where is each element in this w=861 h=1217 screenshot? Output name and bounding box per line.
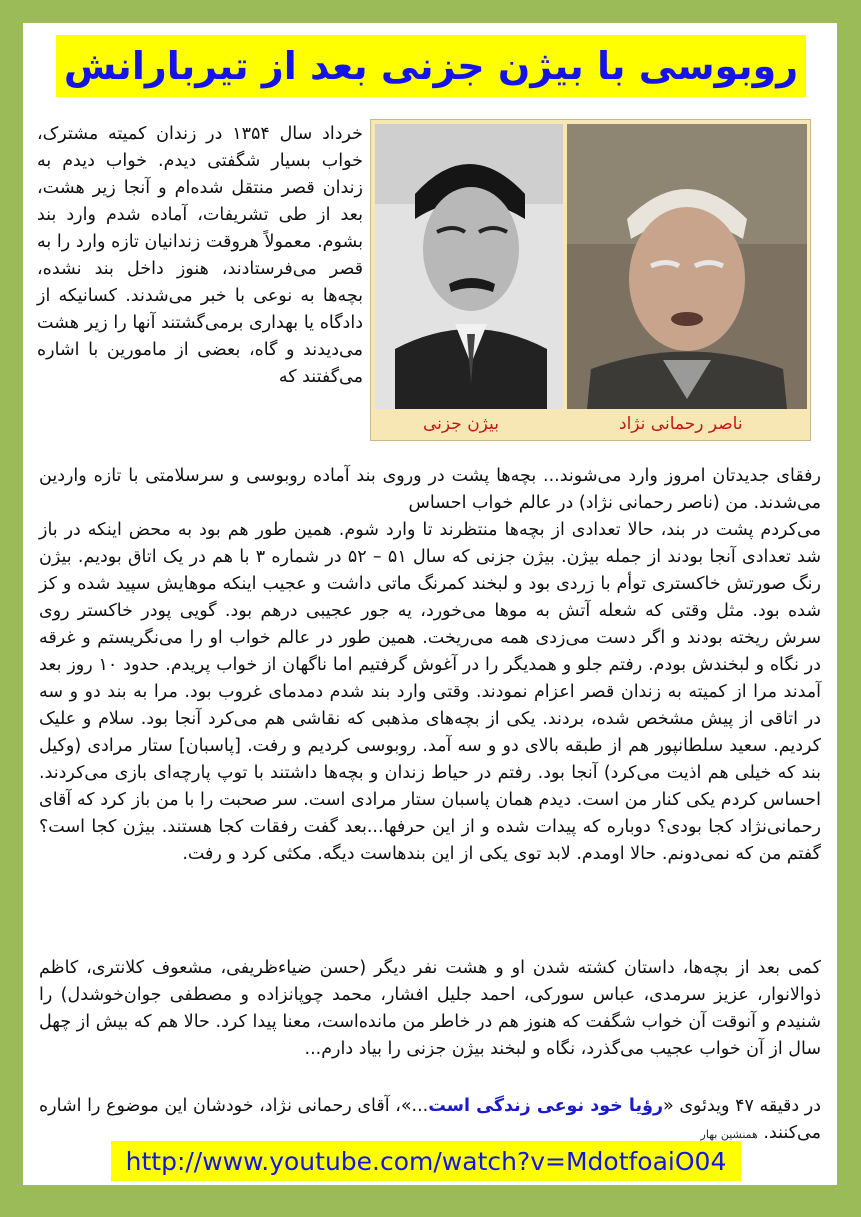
title-banner (56, 35, 806, 97)
video-title-highlight: رؤیا خود نوعی زندگی است (428, 1096, 664, 1116)
signature: همنشین بهار (700, 1128, 758, 1141)
paragraph-dream: می‌کردم پشت در بند، حالا تعدادی از بچه‌ها منتظرند تا وارد شوم. همین طور هم بود به محض اینکه در باز شد تعدادی آنجا بودند از جمله بیژن. بیژن جزنی که سال ۵۱ – ۵۲ در شماره ۳ با هم در یک اتاق بودیم. بیژن رنگ صورتش خاکستری توأم با زردی بود و لبخند کمرنگ ماتی داشت و عجیب اینکه موهایش سپید شده و کز شده بود. مثل وقتی که شعله آتش به موها می‌خورد، یه جور عجیبی درهم بود. گویی پودر خاکستر روی سرش ریخته بودند و اگر دست می‌زدی همه می‌ریخت. همین طور در عالم خواب او را می‌نگریستم و غرقه در نگاه و لبخندش بودم. رفتم جلو و همدیگر را در آغوش گرفتیم اما ناگهان از خواب پریدم. حدود ۱۰ روز بعد آمدند مرا از کمیته به زندان قصر اعزام نمودند. وقتی وارد بند شدم دمدمای غروب بود. مرا به بند دو و سه در اتاقی از پیش مشخص شده، بردند. یکی از بچه‌های مذهبی که نقاشی هم می‌کرد آنجا بود. سلام و علیک کردیم. سعید سلطانپور هم از طبقه بالای دو و سه آمد. روبوسی کردیم و رفت. [پاسبان] ستار مرادی (وکیل بند که خیلی هم اذیت می‌کرد) آنجا بود. رفتم در حیاط زندان و بچه‌ها داشتند با توپ پارچه‌ای بازی می‌کردند. احساس کردم یکی کنار من است. دیدم همان پاسبان ستار مرادی است. سر صحبت را با من باز کرد که آقای رحمانی‌نژاد کجا بودی؟ دوباره که پیدات شده و از این حرفها...بعد گفت رفقات کجا هستند. بیژن کجا است؟ گفتم من که نمی‌دونم. حالا اومدم. لابد توی یکی از این بندهاست دیگه. مکثی کرد و رفت. (39, 520, 821, 864)
reference-text-start: در دقیقه ۴۷ ویدئوی « (663, 1096, 822, 1116)
caption-naser-rahmani-nejad: ناصر رحمانی نژاد (619, 414, 743, 434)
paragraph-video-reference (39, 1093, 821, 1148)
page-title: روبوسی با بیژن جزنی بعد از تیربارانش (63, 44, 799, 88)
video-link[interactable]: http://www.youtube.com/watch?v=MdotfoaiO04 (111, 1141, 741, 1181)
caption-bijan-jazani: بیژن جزنی (423, 414, 499, 434)
paragraph-continued: رفقای جدیدتان امروز وارد می‌شوند... بچه‌ها پشت در وروی بند آماده روبوسی و سرسلامتی با تازه واردین می‌شدند. من (ناصر رحمانی نژاد) در عالم خواب احساس (39, 466, 821, 513)
document-page (23, 23, 837, 1185)
paragraph-intro: خرداد سال ۱۳۵۴ در زندان کمیته مشترک، خواب بسیار شگفتی دیدم. خواب دیدم به زندان قصر منتقل شده‌ام و آنجا زیر هشت، بعد از طی تشریفات، آماده شدم وارد بند بشوم. معمولاً هروقت زندانیان تازه وارد را به قصر می‌فرستادند، هنوز داخل بند نشده، بچه‌ها به نوعی با خبر می‌شدند. کسانیکه از دادگاه یا بهداری برمی‌گشتند آنها را زیر هشت می‌دیدند و گاه، بعضی از مامورین با اشاره می‌گفتند که (37, 124, 363, 387)
portrait-naser-rahmani-nejad (567, 124, 807, 409)
reference-text-end: ...»، آقای رحمانی نژاد، خودشان این موضوع را اشاره می‌کنند. (39, 1096, 821, 1143)
portrait-bijan-jazani (375, 124, 563, 409)
paragraph-afterward: کمی بعد از بچه‌ها، داستان کشته شدن او و هشت نفر دیگر (حسن ضیاءظریفی، مشعوف کلانتری، کاظم ذوالانوار، عزیز سرمدی، عباس سورکی، احمد جلیل افشار، محمد چوپانزاده و مصطفی جوان‌خوشدل) را شنیدم و آنوقت آن خواب شگفت که هنوز هم در خاطر من مانده‌است، معنا پیدا کرد. حالا هم که بیش از چهل سال از آن خواب عجیب می‌گذرد، نگاه و لبخند بیژن جزنی را بیاد دارم... (39, 958, 821, 1059)
photo-frame (370, 119, 811, 441)
